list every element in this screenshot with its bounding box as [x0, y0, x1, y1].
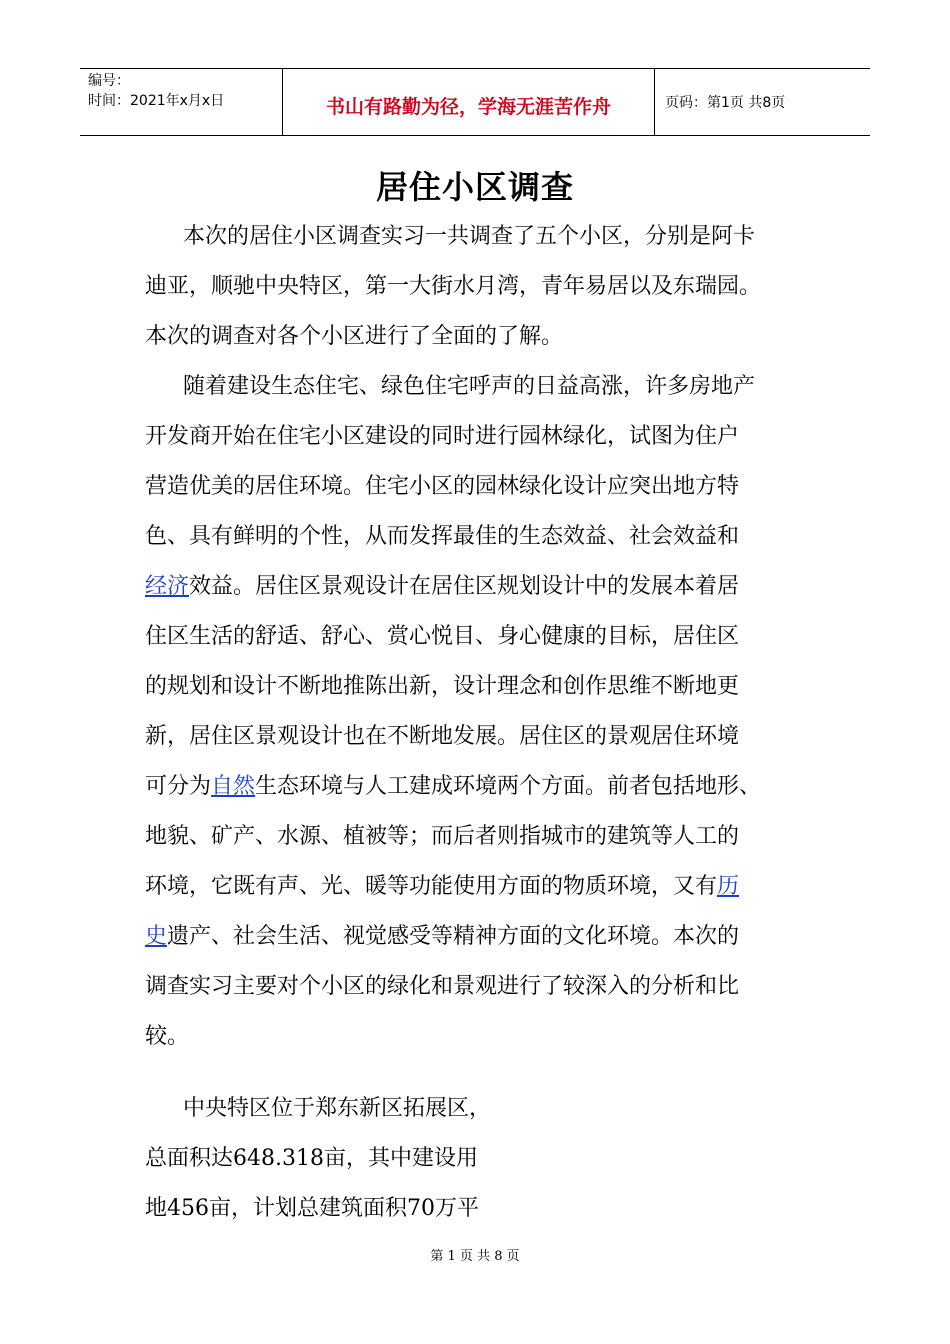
text-line: 中央特区位于郑东新区拓展区，	[183, 1096, 492, 1121]
text-line: 随着建设生态住宅、绿色住宅呼声的日益高涨，许多房地产	[183, 374, 756, 399]
text-line: 住区生活的舒适、舒心、赏心悦目、身心健康的目标，居住区	[145, 624, 740, 649]
header-motto: 书山有路勤为径，学海无涯苦作舟	[282, 69, 655, 135]
document-body	[145, 212, 830, 1234]
text-line: 总面积达648.318亩，其中建设用	[145, 1146, 478, 1171]
header-page-info: 页码：第1页 共8页	[665, 95, 786, 111]
text-segment: 生态环境与人工建成环境两个方面。前者包括地形、	[255, 774, 762, 799]
text-line: 的规划和设计不断地推陈出新，设计理念和创作思维不断地更	[145, 674, 740, 699]
text-line: 色、具有鲜明的个性，从而发挥最佳的生态效益、社会效益和	[145, 524, 740, 549]
link-history-part2[interactable]: 史	[145, 924, 168, 949]
link-history-part1[interactable]: 历	[717, 874, 740, 899]
page-footer: 第 1 页 共 8 页	[430, 1249, 520, 1264]
text-segment: 可分为	[145, 774, 212, 799]
header-meta	[80, 69, 282, 135]
text-line: 较。	[145, 1024, 190, 1049]
text-line	[145, 862, 830, 912]
text-line: 迪亚，顺驰中央特区，第一大街水月湾，青年易居以及东瑞园。	[145, 274, 762, 299]
document-title: 居住小区调查	[375, 168, 574, 206]
text-line: 本次的调查对各个小区进行了全面的了解。	[145, 324, 564, 349]
paragraph-1	[145, 212, 830, 362]
paragraph-gap	[145, 1062, 830, 1084]
number-label: 编号：	[88, 73, 130, 89]
text-line: 新，居住区景观设计也在不断地发展。居住区的景观居住环境	[145, 724, 740, 749]
page-header	[80, 68, 870, 136]
text-segment: 遗产、社会生活、视觉感受等精神方面的文化环境。本次的	[167, 924, 740, 949]
paragraph-2	[145, 362, 830, 1062]
text-line	[145, 562, 830, 612]
text-line	[145, 912, 830, 962]
paragraph-3	[145, 1084, 830, 1234]
link-economy[interactable]: 经济	[145, 574, 190, 599]
text-segment: 环境，它既有声、光、暖等功能使用方面的物质环境，又有	[145, 874, 718, 899]
link-nature[interactable]: 自然	[211, 774, 256, 799]
text-segment: 效益。居住区景观设计在居住区规划设计中的发展本着居	[189, 574, 740, 599]
date-label: 时间：2021年x月x日	[88, 93, 225, 109]
text-line: 本次的居住小区调查实习一共调查了五个小区，分别是阿卡	[183, 224, 756, 249]
text-line	[145, 762, 830, 812]
text-line: 调查实习主要对个小区的绿化和景观进行了较深入的分析和比	[145, 974, 740, 999]
text-line: 地456亩，计划总建筑面积70万平	[145, 1196, 479, 1221]
text-line: 开发商开始在住宅小区建设的同时进行园林绿化，试图为住户	[145, 424, 740, 449]
text-line: 营造优美的居住环境。住宅小区的园林绿化设计应突出地方特	[145, 474, 740, 499]
text-line: 地貌、矿产、水源、植被等；而后者则指城市的建筑等人工的	[145, 824, 740, 849]
